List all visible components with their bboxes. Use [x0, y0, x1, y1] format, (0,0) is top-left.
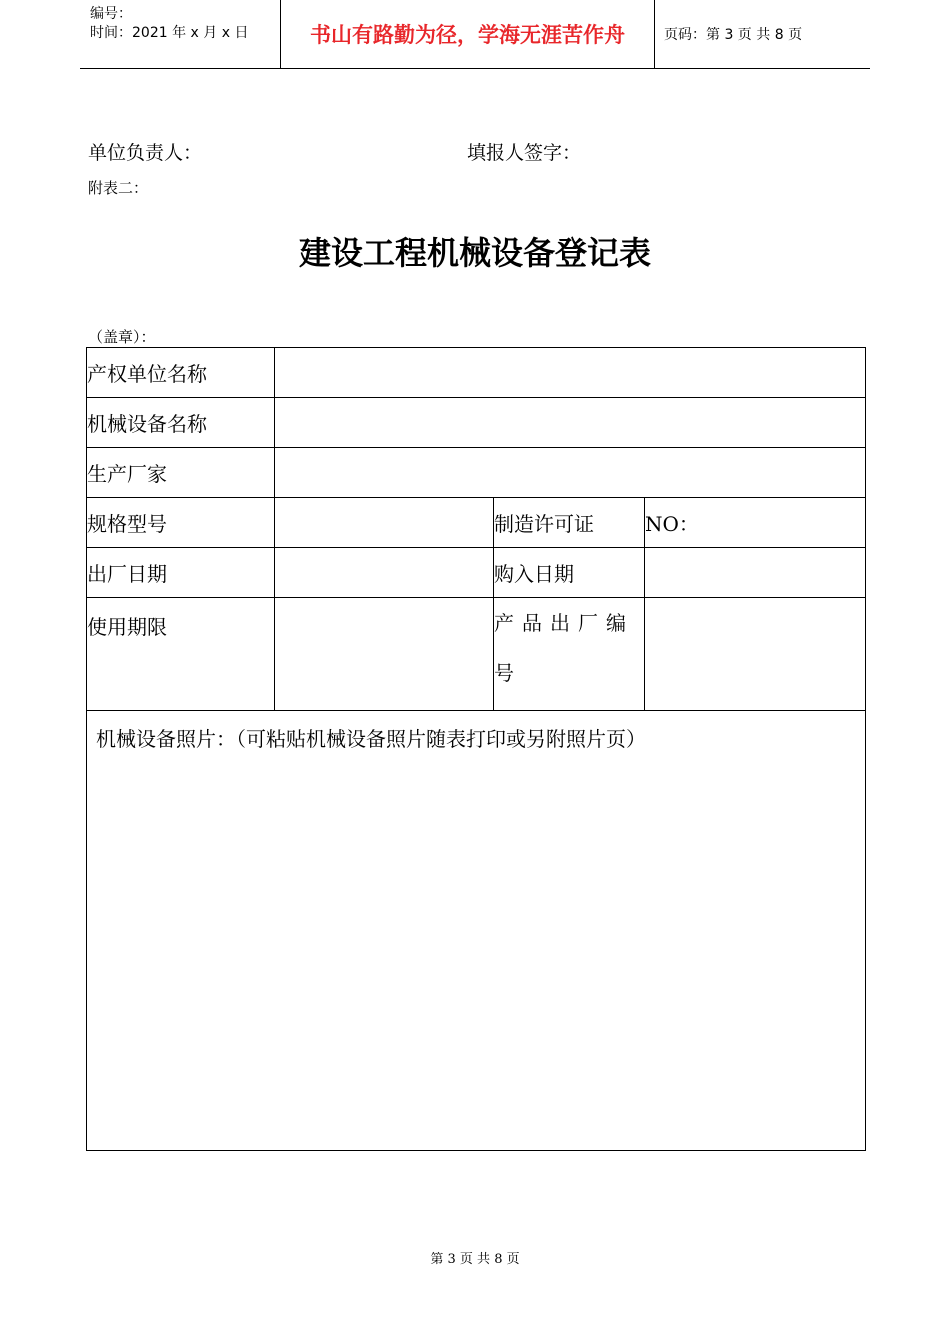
serial-char: 厂 [578, 611, 598, 635]
input-model[interactable] [275, 498, 494, 548]
label-manufacturer: 生产厂家 [87, 448, 275, 498]
form-row-owner [87, 348, 866, 398]
input-manufacturer[interactable] [275, 448, 866, 498]
photo-area[interactable] [87, 711, 866, 1151]
label-owner-unit: 产权单位名称 [87, 348, 275, 398]
page-footer: 第 3 页 共 8 页 [430, 1252, 520, 1267]
header-motto: 书山有路勤为径，学海无涯苦作舟 [281, 0, 655, 68]
label-service-life: 使用期限 [87, 598, 275, 711]
time-label: 时间：2021 年 x 月 x 日 [90, 25, 249, 41]
page-title: 建设工程机械设备登记表 [298, 234, 651, 272]
form-row-dates [87, 548, 866, 598]
serial-char: 出 [550, 611, 570, 635]
label-factory-date: 出厂日期 [87, 548, 275, 598]
input-equipment-name[interactable] [275, 398, 866, 448]
input-product-serial[interactable] [645, 598, 866, 711]
header-page-label: 页码：第 3 页 共 8 页 [664, 27, 803, 43]
serial-char: 产 [494, 611, 514, 635]
input-purchase-date[interactable] [645, 548, 866, 598]
license-no[interactable]: NO： [645, 498, 866, 548]
header-meta [80, 0, 281, 68]
appendix-label: 附表二： [88, 179, 149, 197]
form-row-photo [87, 711, 866, 1151]
seal-label: （盖章）： [88, 328, 156, 346]
label-model: 规格型号 [87, 498, 275, 548]
serial-label-line2: 号 [494, 661, 514, 685]
serial-label-line1 [494, 598, 626, 648]
serial-label: 编号： [90, 6, 132, 22]
serial-char: 编 [606, 611, 626, 635]
input-factory-date[interactable] [275, 548, 494, 598]
form-row-life [87, 598, 866, 711]
label-product-serial [494, 598, 645, 711]
registration-form [86, 347, 866, 1151]
label-equipment-name: 机械设备名称 [87, 398, 275, 448]
unit-head-signature: 单位负责人： [88, 142, 203, 164]
serial-char: 品 [522, 611, 542, 635]
page-header [80, 0, 870, 69]
form-row-model [87, 498, 866, 548]
photo-label: 机械设备照片：（可粘贴机械设备照片随表打印或另附照片页） [96, 727, 646, 751]
input-service-life[interactable] [275, 598, 494, 711]
label-license: 制造许可证 [494, 498, 645, 548]
form-row-manufacturer [87, 448, 866, 498]
input-owner-unit[interactable] [275, 348, 866, 398]
form-row-equipment [87, 398, 866, 448]
filler-signature: 填报人签字： [467, 142, 582, 164]
label-purchase-date: 购入日期 [494, 548, 645, 598]
